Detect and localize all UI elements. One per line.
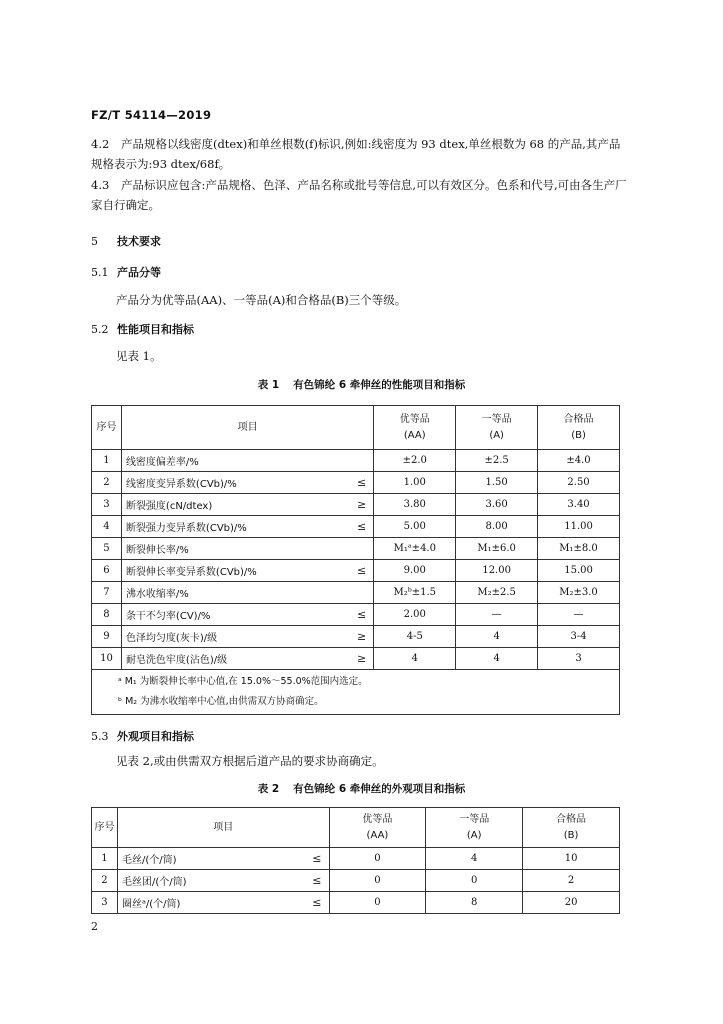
row-b: 2.50 xyxy=(538,472,620,494)
row-operator: ≥ xyxy=(350,494,374,516)
row-b: 3.40 xyxy=(538,494,620,516)
row-no: 2 xyxy=(92,472,122,494)
clause-4-2-text: 产品规格以线密度(dtex)和单丝根数(f)标识,例如:线密度为 93 dtex,单丝根数为 68 的产品,其产品规格表示为:93 dtex/68f。 xyxy=(91,137,621,171)
table2 xyxy=(91,807,620,914)
table2-header-aa-name: 优等品 xyxy=(362,813,393,825)
row-no: 9 xyxy=(92,626,122,648)
row-item: 圈丝ᵃ/(个/筒) xyxy=(117,892,305,914)
row-a: 0 xyxy=(426,870,523,892)
row-item: 毛丝/(个/筒) xyxy=(117,848,305,870)
table1 xyxy=(91,405,620,715)
row-item: 断裂强度(cN/dtex) xyxy=(121,494,349,516)
row-a: 12.00 xyxy=(456,560,538,582)
row-aa: M₂ᵇ±1.5 xyxy=(374,582,456,604)
row-no: 1 xyxy=(92,848,118,870)
row-a: M₁±6.0 xyxy=(456,538,538,560)
row-operator xyxy=(350,582,374,604)
clause-4-3-number: 4.3 xyxy=(91,178,110,192)
table2-header-a xyxy=(426,808,523,848)
table-row xyxy=(92,582,620,604)
row-operator: ≥ xyxy=(350,648,374,670)
clause-5-3-text: 见表 2,或由供需双方根据后道产品的要求协商确定。 xyxy=(116,754,384,768)
table2-caption-number: 表 2 xyxy=(257,783,280,795)
table1-header-aa-code: (AA) xyxy=(403,429,426,441)
page-number: 2 xyxy=(91,920,98,933)
row-a: 8.00 xyxy=(456,516,538,538)
row-b: — xyxy=(538,604,620,626)
row-item: 线密度偏差率/% xyxy=(121,450,349,472)
row-item: 断裂强力变异系数(CVb)/% xyxy=(121,516,349,538)
row-a: ±2.5 xyxy=(456,450,538,472)
row-b: M₂±3.0 xyxy=(538,582,620,604)
row-item: 色泽均匀度(灰卡)/级 xyxy=(121,626,349,648)
table1-caption xyxy=(0,377,723,392)
row-no: 8 xyxy=(92,604,122,626)
clause-5-2-text: 见表 1。 xyxy=(116,349,162,363)
row-operator: ≤ xyxy=(305,848,329,870)
row-b: 15.00 xyxy=(538,560,620,582)
row-no: 4 xyxy=(92,516,122,538)
row-a: 4 xyxy=(456,626,538,648)
table-row xyxy=(92,604,620,626)
table1-header-no: 序号 xyxy=(92,406,122,450)
row-a: M₂±2.5 xyxy=(456,582,538,604)
row-item: 条干不匀率(CV)/% xyxy=(121,604,349,626)
table1-header-a xyxy=(456,406,538,450)
row-aa: 9.00 xyxy=(374,560,456,582)
table1-caption-title: 有色锦纶 6 牵伸丝的性能项目和指标 xyxy=(293,379,466,391)
table1-header-b xyxy=(538,406,620,450)
table-row xyxy=(92,538,620,560)
table-row xyxy=(92,626,620,648)
row-a: 8 xyxy=(426,892,523,914)
row-b: M₁±8.0 xyxy=(538,538,620,560)
clause-5-3-heading xyxy=(91,728,194,744)
section-5-title: 技术要求 xyxy=(117,235,161,248)
row-a: 1.50 xyxy=(456,472,538,494)
table1-header-aa-name: 优等品 xyxy=(399,413,430,425)
row-a: 4 xyxy=(456,648,538,670)
row-no: 2 xyxy=(92,870,118,892)
row-aa: M₁ᵃ±4.0 xyxy=(374,538,456,560)
row-no: 6 xyxy=(92,560,122,582)
row-b: 11.00 xyxy=(538,516,620,538)
clause-5-3-title: 外观项目和指标 xyxy=(117,730,194,743)
table1-header-aa xyxy=(374,406,456,450)
table1-footnote-a: ᵃ M₁ 为断裂伸长率中心值,在 15.0%～55.0%范围内选定。 xyxy=(118,676,368,687)
row-item: 断裂伸长率变异系数(CVb)/% xyxy=(121,560,349,582)
clause-5-2-heading xyxy=(91,321,194,337)
table1-footnote-b: ᵇ M₂ 为沸水收缩率中心值,由供需双方协商确定。 xyxy=(118,696,324,707)
row-aa: 4-5 xyxy=(374,626,456,648)
row-operator: ≤ xyxy=(350,560,374,582)
row-operator: ≤ xyxy=(305,870,329,892)
table-row xyxy=(92,494,620,516)
row-aa: 3.80 xyxy=(374,494,456,516)
row-operator: ≤ xyxy=(350,604,374,626)
clause-4-3-text: 产品标识应包含:产品规格、色泽、产品名称或批号等信息,可以有效区分。色系和代号,可由各生产厂家自行确定。 xyxy=(91,178,627,212)
row-item: 沸水收缩率/% xyxy=(121,582,349,604)
table2-header-a-name: 一等品 xyxy=(459,813,490,825)
row-no: 3 xyxy=(92,494,122,516)
table2-caption xyxy=(0,781,723,796)
clause-5-1-text: 产品分为优等品(AA)、一等品(A)和合格品(B)三个等级。 xyxy=(116,293,407,307)
table-row xyxy=(92,848,620,870)
row-a: 4 xyxy=(426,848,523,870)
table2-caption-title: 有色锦纶 6 牵伸丝的外观项目和指标 xyxy=(293,783,466,795)
row-b: 3-4 xyxy=(538,626,620,648)
clause-5-1-number: 5.1 xyxy=(91,266,109,279)
table2-header-b-code: (B) xyxy=(563,829,579,841)
table1-header-a-code: (A) xyxy=(489,429,504,441)
row-aa: 5.00 xyxy=(374,516,456,538)
clause-5-1-title: 产品分等 xyxy=(117,266,161,279)
row-aa: 0 xyxy=(329,870,426,892)
clause-4-3 xyxy=(91,175,631,215)
table2-header-b xyxy=(523,808,620,848)
table2-header-a-code: (A) xyxy=(466,829,482,841)
clause-4-2 xyxy=(91,134,631,174)
table-row xyxy=(92,560,620,582)
row-a: 3.60 xyxy=(456,494,538,516)
row-aa: ±2.0 xyxy=(374,450,456,472)
row-operator: ≥ xyxy=(350,626,374,648)
row-b: 3 xyxy=(538,648,620,670)
row-no: 1 xyxy=(92,450,122,472)
row-item: 毛丝团/(个/筒) xyxy=(117,870,305,892)
table1-footnotes-row xyxy=(92,670,620,715)
table1-header-b-code: (B) xyxy=(571,429,586,441)
table-row xyxy=(92,450,620,472)
row-aa: 0 xyxy=(329,892,426,914)
row-no: 3 xyxy=(92,892,118,914)
table-row xyxy=(92,472,620,494)
row-item: 线密度变异系数(CVb)/% xyxy=(121,472,349,494)
clause-5-2-number: 5.2 xyxy=(91,323,109,336)
table-row xyxy=(92,648,620,670)
row-no: 10 xyxy=(92,648,122,670)
table-row xyxy=(92,870,620,892)
table2-header-b-name: 合格品 xyxy=(556,813,587,825)
row-operator: ≤ xyxy=(350,516,374,538)
table-row xyxy=(92,892,620,914)
row-operator xyxy=(350,450,374,472)
table1-header-a-name: 一等品 xyxy=(481,413,512,425)
row-item: 耐皂洗色牢度(沾色)/级 xyxy=(121,648,349,670)
table2-header-no: 序号 xyxy=(92,808,118,848)
row-no: 7 xyxy=(92,582,122,604)
clause-5-3-number: 5.3 xyxy=(91,730,109,743)
row-aa: 1.00 xyxy=(374,472,456,494)
clause-5-2-title: 性能项目和指标 xyxy=(117,323,194,336)
table-row xyxy=(92,516,620,538)
clause-4-2-number: 4.2 xyxy=(91,137,110,151)
clause-5-1-heading xyxy=(91,264,161,280)
table2-header-aa-code: (AA) xyxy=(366,829,389,841)
table1-header-b-name: 合格品 xyxy=(563,413,594,425)
row-aa: 0 xyxy=(329,848,426,870)
row-b: ±4.0 xyxy=(538,450,620,472)
row-aa: 4 xyxy=(374,648,456,670)
table1-footnotes xyxy=(92,670,620,715)
row-aa: 2.00 xyxy=(374,604,456,626)
row-item: 断裂伸长率/% xyxy=(121,538,349,560)
row-b: 20 xyxy=(523,892,620,914)
row-a: — xyxy=(456,604,538,626)
section-5-heading xyxy=(91,233,161,249)
row-operator: ≤ xyxy=(350,472,374,494)
standard-number: FZ/T 54114—2019 xyxy=(91,108,212,122)
row-operator: ≤ xyxy=(305,892,329,914)
table1-caption-number: 表 1 xyxy=(257,379,280,391)
row-b: 2 xyxy=(523,870,620,892)
table1-header-item: 项目 xyxy=(121,406,373,450)
table2-header-aa xyxy=(329,808,426,848)
row-b: 10 xyxy=(523,848,620,870)
row-no: 5 xyxy=(92,538,122,560)
section-5-number: 5 xyxy=(91,235,98,248)
table2-header-item: 项目 xyxy=(117,808,329,848)
row-operator xyxy=(350,538,374,560)
